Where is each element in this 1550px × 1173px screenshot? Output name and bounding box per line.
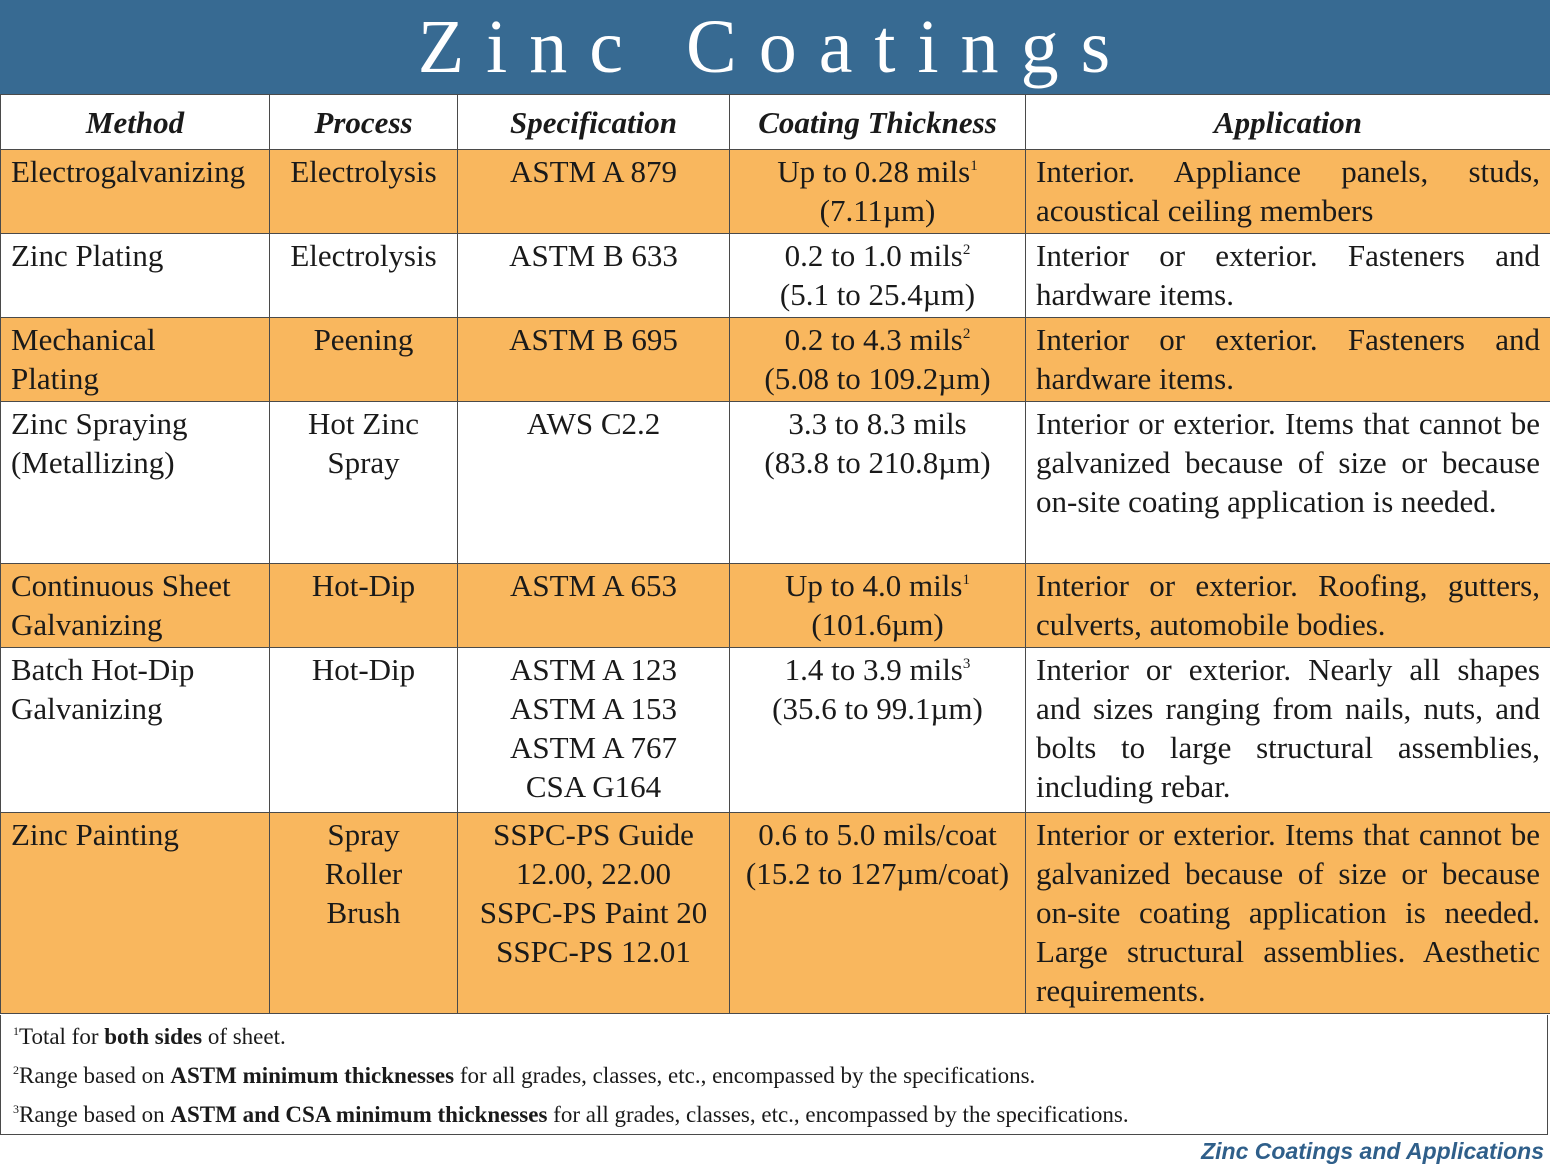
process-line: Electrolysis xyxy=(290,154,437,189)
method-line: Mechanical xyxy=(11,322,156,357)
thickness-line xyxy=(740,815,1015,854)
footnote-1 xyxy=(13,1017,1547,1056)
method-line: Batch Hot-Dip xyxy=(11,652,195,687)
method-line: Zinc Spraying xyxy=(11,406,188,441)
footnote-text: Range based on xyxy=(19,1063,171,1088)
specification-cell xyxy=(458,402,730,564)
thickness-value: Up to 0.28 mils xyxy=(777,154,971,189)
specification-line: SSPC-PS Paint 20 xyxy=(479,895,708,930)
specification-cell xyxy=(458,234,730,318)
specification-cell xyxy=(458,318,730,402)
thickness-cell xyxy=(730,564,1026,648)
thickness-line xyxy=(740,404,1015,443)
application-cell: Interior or exterior. Nearly all shapes and sizes ranging from nails, nuts, and bolts to large structural assemblies, including rebar. xyxy=(1026,648,1550,813)
process-cell xyxy=(270,564,458,648)
thickness-line xyxy=(740,191,1015,230)
process-line: Hot-Dip xyxy=(311,568,416,603)
specification-line: ASTM A 153 xyxy=(509,691,678,726)
thickness-value: (101.6µm) xyxy=(811,607,944,642)
method-cell xyxy=(1,318,270,402)
application-cell: Interior or exterior. Items that cannot be galvanized because of size or because on-site coating application is needed. Large structural assemblies. Aesthetic requirements. xyxy=(1026,813,1550,1014)
table-row xyxy=(1,402,1550,564)
specification-cell xyxy=(458,813,730,1014)
zinc-coatings-table xyxy=(0,94,1550,1014)
thickness-line xyxy=(740,605,1015,644)
specification-line: CSA G164 xyxy=(525,769,662,804)
thickness-value: (83.8 to 210.8µm) xyxy=(764,445,991,480)
method-cell xyxy=(1,648,270,813)
method-line: Plating xyxy=(11,361,99,396)
specification-cell xyxy=(458,150,730,234)
table-row xyxy=(1,564,1550,648)
method-line: Continuous Sheet xyxy=(11,568,231,603)
process-line: Hot-Dip xyxy=(311,652,416,687)
specification-cell xyxy=(458,564,730,648)
footnote-mark: 3 xyxy=(13,1102,19,1116)
process-line: Peening xyxy=(313,322,414,357)
thickness-value: 3.3 to 8.3 mils xyxy=(788,406,967,441)
process-line: Spray xyxy=(327,817,400,852)
footnote-text: ASTM and CSA minimum thicknesses xyxy=(170,1102,548,1127)
thickness-value: 0.2 to 4.3 mils xyxy=(784,322,963,357)
footnote-marker: 2 xyxy=(962,242,971,258)
specification-line: ASTM B 695 xyxy=(509,322,678,357)
footnote-marker: 3 xyxy=(962,656,971,672)
specification-line: SSPC-PS Guide xyxy=(493,817,694,852)
thickness-cell xyxy=(730,402,1026,564)
table-row xyxy=(1,648,1550,813)
method-cell xyxy=(1,813,270,1014)
footnote-text: Range based on xyxy=(19,1102,171,1127)
table-row xyxy=(1,318,1550,402)
footnote-marker: 1 xyxy=(970,158,978,174)
thickness-line xyxy=(740,443,1015,482)
thickness-line xyxy=(740,566,1015,605)
thickness-value: Up to 4.0 mils xyxy=(785,568,963,603)
process-line: Brush xyxy=(326,895,401,930)
thickness-line xyxy=(740,650,1015,689)
header-coating-thickness: Coating Thickness xyxy=(730,95,1026,150)
specification-line: AWS C2.2 xyxy=(526,406,661,441)
specification-line: ASTM B 633 xyxy=(509,238,678,273)
footnote-text: ASTM minimum thicknesses xyxy=(170,1063,455,1088)
method-line: Zinc Plating xyxy=(11,238,164,273)
application-cell: Interior. Appliance panels, studs, acoustical ceiling members xyxy=(1026,150,1550,234)
thickness-cell xyxy=(730,150,1026,234)
specification-line: ASTM A 123 xyxy=(509,652,678,687)
thickness-value: (7.11µm) xyxy=(819,193,936,228)
thickness-line xyxy=(740,152,1015,191)
header-application: Application xyxy=(1026,95,1550,150)
process-cell xyxy=(270,150,458,234)
footnote-text: for all grades, classes, etc., encompassed by the specifications. xyxy=(454,1063,1036,1088)
footnote-2 xyxy=(13,1056,1547,1095)
process-line: Roller xyxy=(324,856,403,891)
footnote-mark: 2 xyxy=(13,1063,19,1077)
footnote-text: both sides xyxy=(104,1024,203,1049)
thickness-value: 1.4 to 3.9 mils xyxy=(784,652,963,687)
table-body xyxy=(1,150,1550,1014)
specification-line: SSPC-PS 12.01 xyxy=(496,934,691,969)
application-cell: Interior or exterior. Fasteners and hardware items. xyxy=(1026,318,1550,402)
figure-caption: Zinc Coatings and Applications xyxy=(1201,1138,1544,1164)
table-row xyxy=(1,150,1550,234)
thickness-value: 0.2 to 1.0 mils xyxy=(784,238,963,273)
thickness-value: 0.6 to 5.0 mils/coat xyxy=(758,817,997,852)
table-row xyxy=(1,813,1550,1014)
thickness-cell xyxy=(730,648,1026,813)
application-cell: Interior or exterior. Fasteners and hardware items. xyxy=(1026,234,1550,318)
header-specification: Specification xyxy=(458,95,730,150)
specification-line: ASTM A 767 xyxy=(509,730,678,765)
header-method: Method xyxy=(1,95,270,150)
process-cell xyxy=(270,318,458,402)
thickness-value: (15.2 to 127µm/coat) xyxy=(745,856,1010,891)
thickness-line xyxy=(740,359,1015,398)
method-cell xyxy=(1,564,270,648)
method-cell xyxy=(1,402,270,564)
process-line: Hot Zinc xyxy=(307,406,420,441)
thickness-value: (5.1 to 25.4µm) xyxy=(779,277,976,312)
table-header-row xyxy=(1,95,1550,150)
method-cell xyxy=(1,234,270,318)
thickness-cell xyxy=(730,318,1026,402)
specification-line: 12.00, 22.00 xyxy=(516,856,671,891)
footnote-text: for all grades, classes, etc., encompassed by the specifications. xyxy=(547,1102,1129,1127)
application-cell: Interior or exterior. Items that cannot be galvanized because of size or because on-site coating application is needed. xyxy=(1026,402,1550,564)
process-cell xyxy=(270,234,458,318)
process-cell xyxy=(270,813,458,1014)
thickness-value: (5.08 to 109.2µm) xyxy=(764,361,991,396)
thickness-line xyxy=(740,275,1015,314)
method-cell xyxy=(1,150,270,234)
footnote-mark: 1 xyxy=(13,1024,19,1038)
footnotes xyxy=(0,1015,1548,1135)
application-cell: Interior or exterior. Roofing, gutters, culverts, automobile bodies. xyxy=(1026,564,1550,648)
thickness-line xyxy=(740,320,1015,359)
table-row xyxy=(1,234,1550,318)
method-line: Galvanizing xyxy=(11,607,163,642)
footnote-marker: 1 xyxy=(962,572,970,588)
specification-cell xyxy=(458,648,730,813)
specification-line: ASTM A 879 xyxy=(509,154,678,189)
process-line: Spray xyxy=(327,445,400,480)
header-process: Process xyxy=(270,95,458,150)
thickness-line xyxy=(740,236,1015,275)
thickness-line xyxy=(740,689,1015,728)
footnote-marker: 2 xyxy=(962,326,971,342)
thickness-value: (35.6 to 99.1µm) xyxy=(772,691,983,726)
thickness-line xyxy=(740,854,1015,893)
process-cell xyxy=(270,648,458,813)
footnote-text: Total for xyxy=(19,1024,105,1049)
method-line: Electrogalvanizing xyxy=(11,154,246,189)
specification-line: ASTM A 653 xyxy=(509,568,678,603)
process-line: Electrolysis xyxy=(290,238,437,273)
process-cell xyxy=(270,402,458,564)
method-line: Zinc Painting xyxy=(11,817,179,852)
method-line: (Metallizing) xyxy=(11,445,175,480)
thickness-cell xyxy=(730,234,1026,318)
page-title: Zinc Coatings xyxy=(0,0,1550,94)
method-line: Galvanizing xyxy=(11,691,163,726)
footnote-3 xyxy=(13,1095,1547,1134)
thickness-cell xyxy=(730,813,1026,1014)
footnote-text: of sheet. xyxy=(202,1024,286,1049)
